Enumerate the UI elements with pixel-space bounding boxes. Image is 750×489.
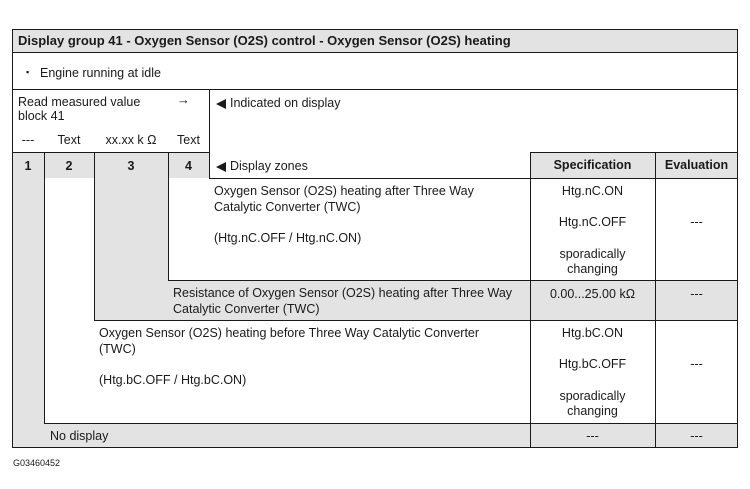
- row2-spec-1: Htg.bC.ON: [561, 326, 624, 340]
- row4-desc-line1: Oxygen Sensor (O2S) heating after Three Way: [214, 184, 474, 198]
- row2-desc-line2: (TWC): [99, 342, 136, 356]
- row4-spec-1: Htg.nC.ON: [561, 184, 624, 198]
- field-number-4: 4: [185, 159, 192, 173]
- row3-spec: 0.00...25.00 kΩ: [549, 287, 636, 301]
- read-block-line2: block 41: [18, 109, 65, 123]
- row2-spec-3-line1: sporadically: [559, 389, 626, 403]
- field-format-2: Text: [57, 133, 81, 147]
- display-zones: [216, 158, 308, 174]
- indicated-on-display-label: Indicated on display: [230, 96, 341, 110]
- field-number-2: 2: [65, 159, 73, 173]
- indicated-on-display: [216, 95, 341, 111]
- row4-desc-line2: Catalytic Converter (TWC): [214, 200, 361, 214]
- row3-evaluation: ---: [690, 287, 703, 301]
- read-block-line1: Read measured value: [18, 95, 141, 109]
- row4-spec-2: Htg.nC.OFF: [558, 215, 627, 229]
- row3-desc-line2: Catalytic Converter (TWC): [173, 302, 320, 316]
- row4-evaluation: ---: [690, 215, 703, 229]
- field-format-3: xx.xx k Ω: [105, 133, 157, 147]
- figure-id: G03460452: [13, 458, 61, 468]
- row2-desc-line1: Oxygen Sensor (O2S) heating before Three Way Catalytic Converter: [99, 326, 480, 340]
- row4-desc-line3: (Htg.nC.OFF / Htg.nC.ON): [214, 231, 362, 245]
- pointer-triangle-icon: [216, 99, 226, 109]
- display-zones-label: Display zones: [230, 159, 308, 173]
- row2-spec-2: Htg.bC.OFF: [558, 357, 627, 371]
- row3-desc-line1: Resistance of Oxygen Sensor (O2S) heating after Three Way: [173, 286, 513, 300]
- field-format-4: Text: [177, 133, 200, 147]
- row1-spec: ---: [586, 429, 599, 443]
- row4-spec-3-line2: changing: [567, 262, 618, 276]
- field-number-3: 3: [127, 159, 135, 173]
- row1-desc: No display: [50, 429, 109, 443]
- specification-header: Specification: [553, 158, 632, 172]
- field-format-1: ---: [21, 133, 35, 147]
- condition-text: Engine running at idle: [40, 66, 161, 80]
- row4-spec-3-line1: sporadically: [559, 247, 626, 261]
- pointer-triangle-icon: [216, 162, 226, 172]
- row2-evaluation: ---: [690, 357, 703, 371]
- row2-spec-3-line2: changing: [567, 404, 618, 418]
- arrow-right-icon: →: [177, 92, 190, 107]
- row1-evaluation: ---: [690, 429, 703, 443]
- evaluation-header: Evaluation: [664, 158, 729, 172]
- page-title: Display group 41 - Oxygen Sensor (O2S) control - Oxygen Sensor (O2S) heating: [18, 33, 511, 48]
- row2-desc-line3: (Htg.bC.OFF / Htg.bC.ON): [99, 373, 247, 387]
- condition-bullet: ▪: [26, 67, 30, 77]
- field-number-1: 1: [24, 159, 32, 173]
